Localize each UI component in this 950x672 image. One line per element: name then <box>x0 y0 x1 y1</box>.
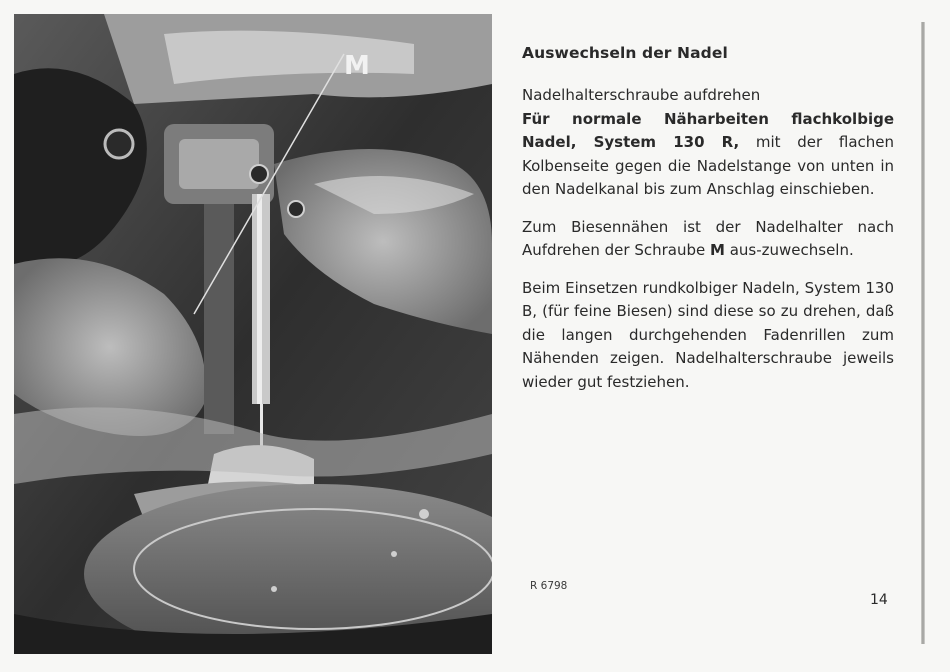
tuck-sewing-text-end: aus-zuwechseln. <box>724 241 854 259</box>
page-edge-shadow <box>921 22 925 644</box>
paragraph-needle-holder <box>522 84 894 202</box>
tuck-sewing-text: Zum Biesennähen ist der Nadelhalter nach Aufdrehen der Schraube <box>522 217 894 259</box>
section-heading: Auswechseln der Nadel <box>522 44 728 62</box>
sewing-machine-illustration <box>14 14 492 654</box>
needle-system-emphasis: Für normale Näharbeiten flachkolbige Nadel, System 130 R, <box>522 109 894 151</box>
reference-code: R 6798 <box>530 580 568 592</box>
screw-m-reference: M <box>710 241 725 259</box>
sewing-machine-photo <box>14 14 492 654</box>
paragraph-tuck-sewing <box>522 216 894 263</box>
paragraph-round-needles: Beim Einsetzen rundkolbiger Nadeln, System 130 B, (für feine Biesen) sind diese so zu drehen, daß die langen durchgehenden Fadenrillen zum Nähenden zeigen. Nadelhalterschraube jeweils wieder gut festziehen. <box>522 278 894 391</box>
instruction-loosen-screw: Nadelhalterschraube aufdrehen <box>522 86 761 104</box>
letter-m-label: M <box>344 51 370 81</box>
instruction-text <box>522 44 894 408</box>
needle-insert-instruction: mit der flachen Kolbenseite gegen die Nadelstange von unten in den Nadelkanal bis zum Anschlag einschieben. <box>522 133 894 198</box>
page-number: 14 <box>870 592 888 608</box>
